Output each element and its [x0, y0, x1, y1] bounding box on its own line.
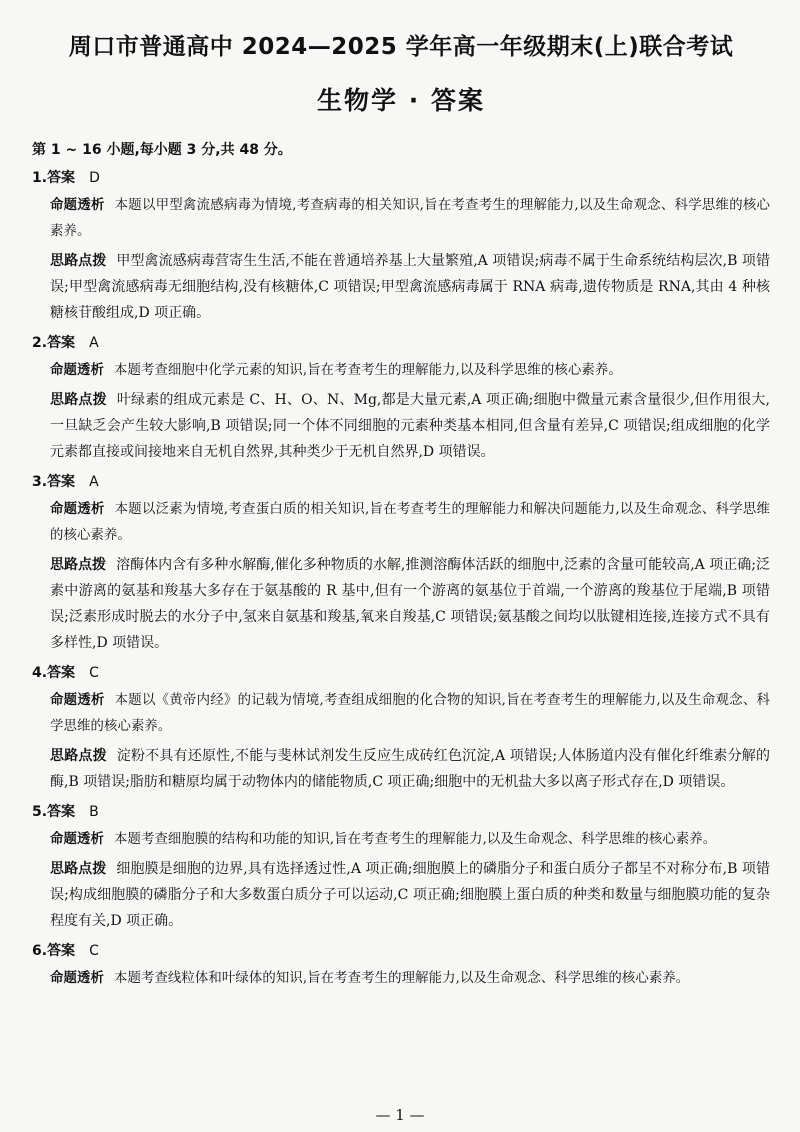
question-number: 1.	[32, 170, 48, 186]
question-1	[32, 167, 770, 326]
question-number: 4.	[32, 665, 48, 681]
question-2	[32, 332, 770, 465]
answer-line	[32, 801, 770, 821]
answer-label: 答案	[47, 335, 76, 351]
hint-text: 叶绿素的组成元素是 C、H、O、N、Mg,都是大量元素,A 项正确;细胞中微量元素含量很少,但作用很大,一旦缺乏会产生较大影响,B 项错误;同一个体不同细胞的元素种类基本相同,但含量有差异,C 项错误;组成细胞的化学元素都直接或间接地来自无机自然界,其种类少于无机自然界,D 项错误。	[50, 392, 770, 460]
hint-label: 思路点拨	[50, 557, 107, 573]
analysis-label: 命题透析	[50, 502, 105, 517]
hint-label: 思路点拨	[50, 392, 107, 408]
question-6	[32, 940, 770, 992]
question-5	[32, 801, 770, 934]
answer-line	[32, 662, 770, 682]
answer-value: A	[89, 335, 99, 351]
page-number: — 1 —	[375, 1106, 425, 1124]
hint-paragraph	[50, 743, 770, 795]
answer-label: 答案	[47, 474, 76, 490]
analysis-text: 本题以甲型禽流感病毒为情境,考查病毒的相关知识,旨在考查考生的理解能力,以及生命观念、科学思维的核心素养。	[50, 198, 770, 239]
analysis-label: 命题透析	[50, 363, 104, 378]
analysis-paragraph	[50, 358, 770, 384]
answer-line	[32, 332, 770, 352]
answer-value: C	[89, 665, 99, 681]
question-number: 3.	[32, 474, 48, 490]
analysis-paragraph	[50, 688, 770, 740]
answer-label: 答案	[47, 943, 76, 959]
answer-value: B	[89, 804, 99, 820]
analysis-text: 本题考查细胞膜的结构和功能的知识,旨在考查考生的理解能力,以及生命观念、科学思维的核心素养。	[113, 832, 717, 847]
analysis-text: 本题以泛素为情境,考查蛋白质的相关知识,旨在考查考生的理解能力和解决问题能力,以及生命观念、科学思维的核心素养。	[50, 502, 770, 543]
analysis-text: 本题以《黄帝内经》的记载为情境,考查组成细胞的化合物的知识,旨在考查考生的理解能力,以及生命观念、科学思维的核心素养。	[50, 693, 770, 734]
analysis-paragraph	[50, 827, 770, 853]
page-title: 周口市普通高中 2024—2025 学年高一年级期末(上)联合考试	[68, 34, 734, 60]
answer-line	[32, 167, 770, 187]
analysis-text: 本题考查线粒体和叶绿体的知识,旨在考查考生的理解能力,以及生命观念、科学思维的核心素养。	[113, 971, 690, 986]
question-number: 2.	[32, 335, 48, 351]
section-intro: 第 1 ~ 16 小题,每小题 3 分,共 48 分。	[32, 142, 292, 158]
analysis-paragraph	[50, 497, 770, 549]
question-4	[32, 662, 770, 795]
hint-label: 思路点拨	[50, 861, 107, 877]
answer-value: C	[89, 943, 99, 959]
page-subtitle: 生物学 · 答案	[317, 86, 485, 115]
hint-text: 淀粉不具有还原性,不能与斐林试剂发生反应生成砖红色沉淀,A 项错误;人体肠道内没有催化纤维素分解的酶,B 项错误;脂肪和糖原均属于动物体内的储能物质,C 项正确;细胞中的无机盐大多以离子形式存在,D 项错误。	[50, 748, 770, 790]
answer-line	[32, 940, 770, 960]
hint-paragraph	[50, 856, 770, 934]
question-number: 6.	[32, 943, 48, 959]
analysis-label: 命题透析	[50, 832, 104, 847]
answer-value: A	[89, 474, 99, 490]
analysis-label: 命题透析	[50, 971, 104, 986]
analysis-paragraph	[50, 193, 770, 245]
question-3	[32, 471, 770, 656]
answer-label: 答案	[47, 804, 76, 820]
answer-line	[32, 471, 770, 491]
hint-label: 思路点拨	[50, 748, 107, 764]
hint-paragraph	[50, 387, 770, 465]
hint-text: 溶酶体内含有多种水解酶,催化多种物质的水解,推测溶酶体活跃的细胞中,泛素的含量可能较高,A 项正确;泛素中游离的氨基和羧基大多存在于氨基酸的 R 基中,但有一个游离的氨基位于首端,一个游离的羧基位于尾端,B 项错误;泛素形成时脱去的水分子中,氢来自氨基和羧基,氧来自羧基,C 项错误;氨基酸之间均以肽键相连接,连接方式不具有多样性,D 项错误。	[50, 557, 771, 651]
analysis-label: 命题透析	[50, 198, 105, 213]
hint-label: 思路点拨	[50, 253, 107, 269]
question-number: 5.	[32, 804, 48, 820]
hint-text: 细胞膜是细胞的边界,具有选择透过性,A 项正确;细胞膜上的磷脂分子和蛋白质分子都呈不对称分布,B 项错误;构成细胞膜的磷脂分子和大多数蛋白质分子可以运动,C 项正确;细胞膜上蛋白质的种类和数量与细胞膜功能的复杂程度有关,D 项正确。	[50, 861, 770, 929]
analysis-paragraph	[50, 966, 770, 992]
answer-value: D	[89, 170, 100, 186]
answer-label: 答案	[47, 170, 76, 186]
answer-label: 答案	[47, 665, 76, 681]
hint-text: 甲型禽流感病毒营寄生生活,不能在普通培养基上大量繁殖,A 项错误;病毒不属于生命系统结构层次,B 项错误;甲型禽流感病毒无细胞结构,没有核糖体,C 项错误;甲型禽流感病毒属于 RNA 病毒,遗传物质是 RNA,其由 4 种核糖核苷酸组成,D 项正确。	[50, 253, 770, 321]
analysis-label: 命题透析	[50, 693, 105, 708]
hint-paragraph	[50, 248, 770, 326]
hint-paragraph	[50, 552, 770, 656]
analysis-text: 本题考查细胞中化学元素的知识,旨在考查考生的理解能力,以及科学思维的核心素养。	[113, 363, 622, 378]
